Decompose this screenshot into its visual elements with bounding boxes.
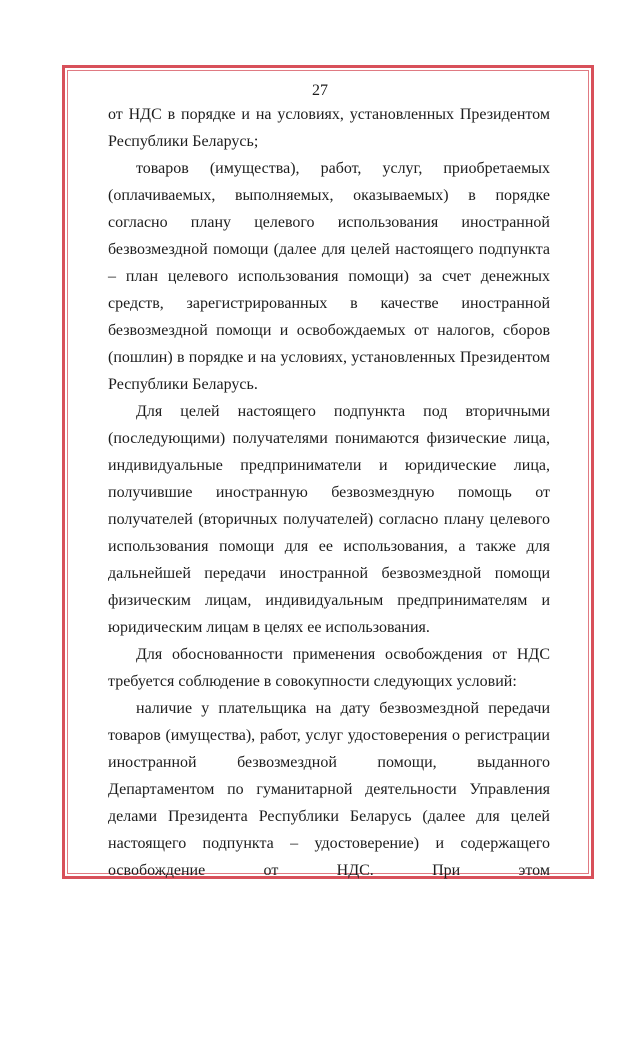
paragraph-secondary-recipients: Для целей настоящего подпункта под вторичными (последующими) получателями понимаются физические лица, индивидуальные предприниматели и юридические лица, получившие иностранную безвозмездную помощь от получателей (вторичных получателей) согласно плану целевого использования помощи для ее использования, а также для дальнейшей передачи иностранной безвозмездной помощи физическим лицам, индивидуальным предпринимателям и юридическим лицам в целях ее использования.	[108, 403, 550, 636]
page-number: 27	[312, 82, 328, 99]
document-body	[108, 101, 550, 884]
paragraph-conditions-intro: Для обоснованности применения освобождения от НДС требуется соблюдение в совокупности следующих условий:	[108, 646, 550, 690]
paragraph-continuation: от НДС в порядке и на условиях, установленных Президентом Республики Беларусь;	[108, 106, 550, 150]
paragraph-certificate-condition: наличие у плательщика на дату безвозмездной передачи товаров (имущества), работ, услуг удостоверения о регистрации иностранной безвозмездной помощи, выданного Департаментом по гуманитарной деятельности Управления делами Президента Республики Беларусь (далее для целей настоящего подпункта – удостоверение) и содержащего освобождение от НДС. При этом	[108, 700, 550, 879]
paragraph-goods-list: товаров (имущества), работ, услуг, приобретаемых (оплачиваемых, выполняемых, оказываемых) в порядке согласно плану целевого использования иностранной безвозмездной помощи (далее для целей настоящего подпункта – план целевого использования помощи) за счет денежных средств, зарегистрированных в качестве иностранной безвозмездной помощи и освобождаемых от налогов, сборов (пошлин) в порядке и на условиях, установленных Президентом Республики Беларусь.	[108, 160, 550, 393]
